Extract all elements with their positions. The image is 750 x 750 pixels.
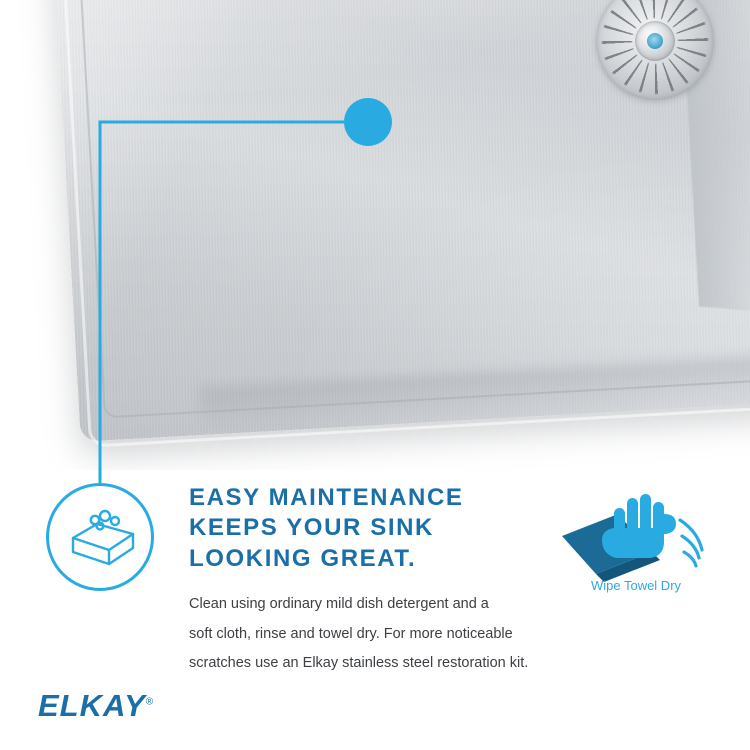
body-line-2: soft cloth, rinse and towel dry. For more noticeable	[189, 625, 513, 642]
headline	[189, 483, 519, 574]
registered-mark: ®	[145, 697, 155, 708]
body-line-1: Clean using ordinary mild dish detergent and a	[189, 596, 489, 612]
elkay-logo-wordmark	[38, 688, 154, 723]
body-copy	[189, 590, 567, 679]
brand-name: ELKAY	[38, 688, 146, 724]
body-line-3: scratches use an Elkay stainless steel restoration kit.	[189, 655, 529, 672]
elkay-logo	[38, 686, 218, 722]
headline-line-2: KEEPS YOUR SINK	[189, 514, 434, 542]
feature-dot	[344, 98, 392, 146]
wipe-towel-caption: Wipe Towel Dry	[590, 578, 682, 593]
headline-line-1: EASY MAINTENANCE	[189, 484, 464, 511]
sponge-icon	[46, 483, 154, 591]
headline-line-3: LOOKING GREAT.	[189, 544, 417, 572]
sponge-icon-glyph	[67, 508, 139, 572]
